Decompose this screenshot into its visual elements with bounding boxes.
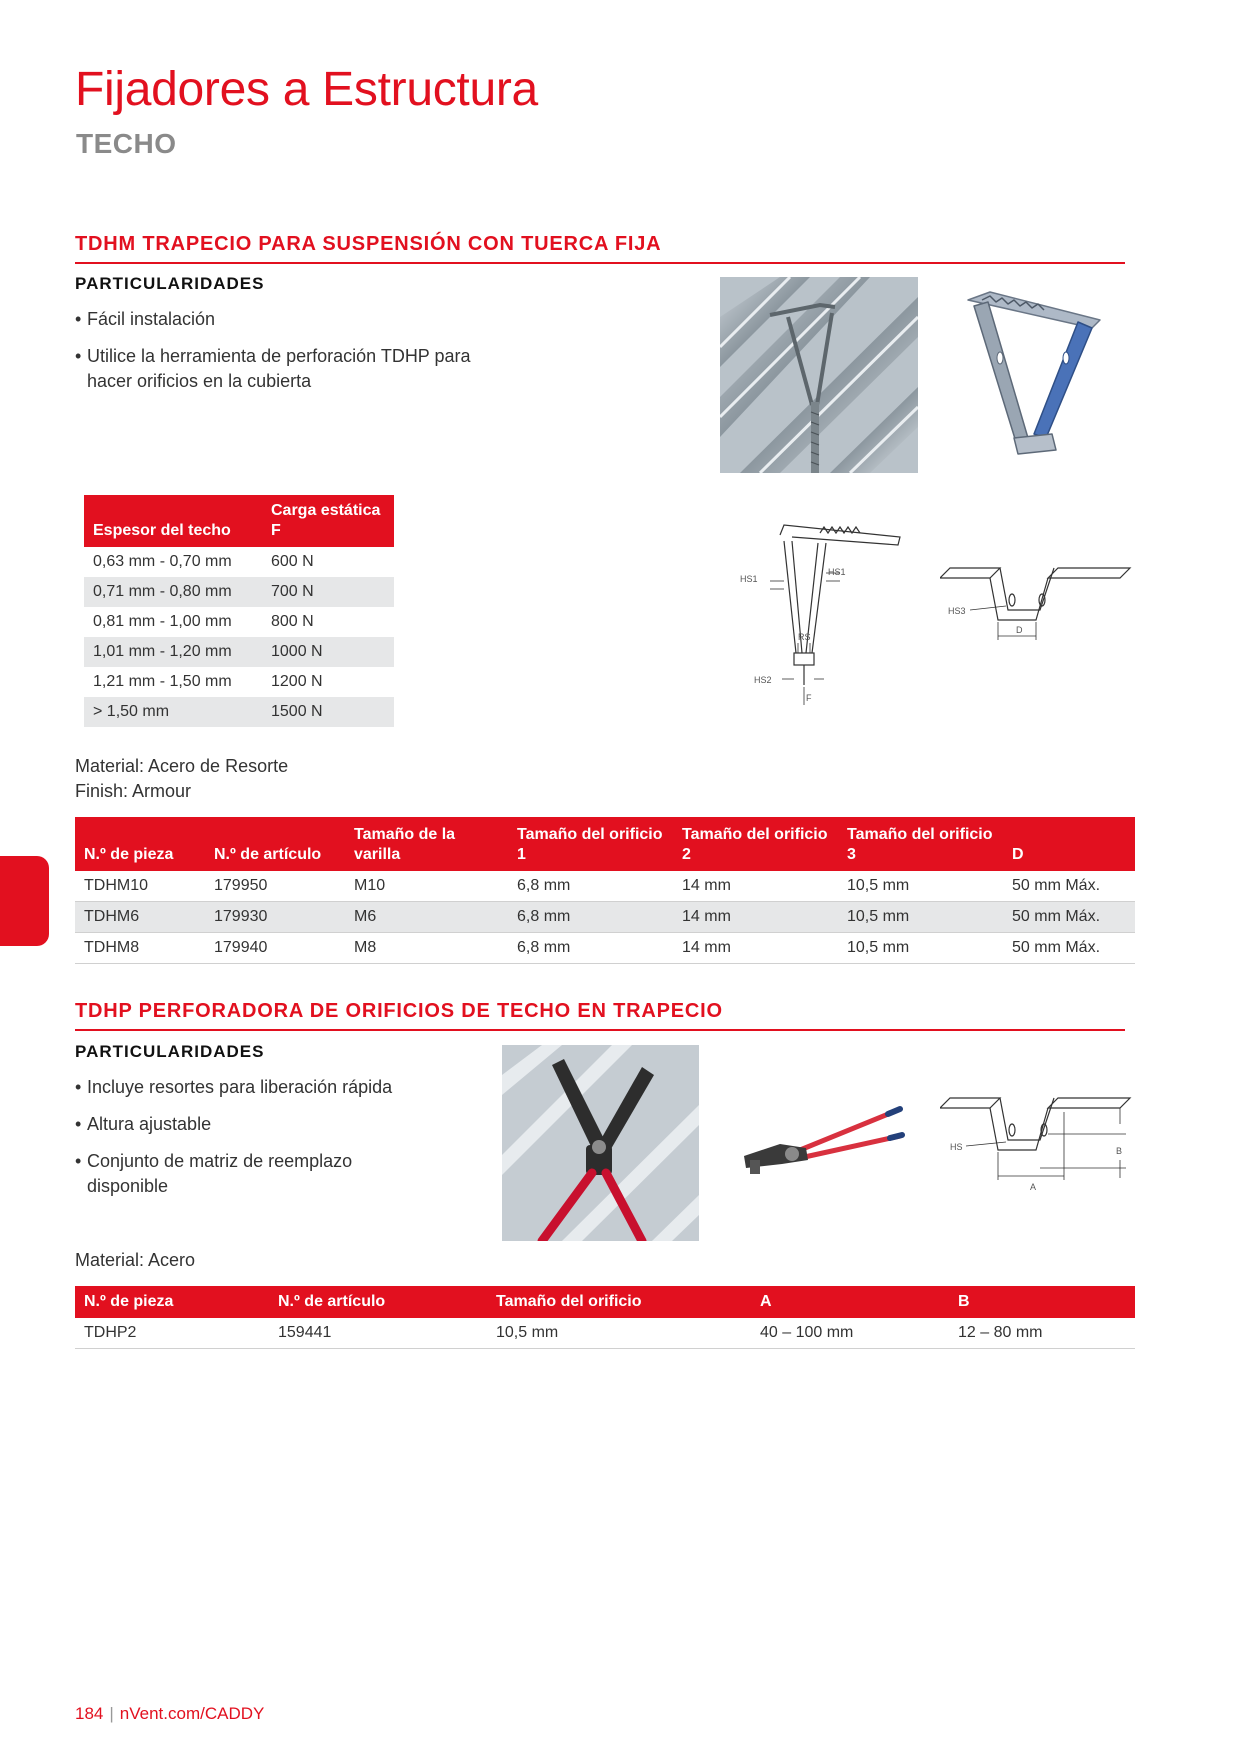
- load-cell: 800 N: [271, 613, 314, 630]
- article-number-cell: 179940: [205, 933, 345, 964]
- thickness-cell: 1,01 mm - 1,20 mm: [84, 637, 262, 667]
- d-cell: 50 mm Máx.: [1003, 933, 1135, 964]
- table-row: [84, 667, 394, 697]
- section2-title: TDHP PERFORADORA DE ORIFICIOS DE TECHO EN TRAPECIO: [75, 1000, 1125, 1031]
- page-title: Fijadores a Estructura: [75, 63, 538, 116]
- label-rs: RS: [798, 632, 811, 642]
- section1-features-heading: PARTICULARIDADES: [75, 274, 265, 293]
- feature-item: • Altura ajustable: [75, 1112, 415, 1137]
- parts-header: Tamaño de la varilla: [345, 817, 508, 871]
- table-row: [75, 1318, 1135, 1349]
- parts-header: N.º de artículo: [269, 1286, 487, 1318]
- d-cell: 50 mm Máx.: [1003, 902, 1135, 933]
- hanger-dimension-drawing: [740, 515, 930, 710]
- thickness-cell: 0,81 mm - 1,00 mm: [93, 613, 232, 630]
- part-number-cell: TDHP2: [75, 1318, 269, 1349]
- section1-material: Material: Acero de Resorte: [75, 756, 289, 776]
- table-row: [84, 697, 394, 727]
- section2-features-heading: PARTICULARIDADES: [75, 1042, 265, 1061]
- hole2-cell: 14 mm: [673, 933, 838, 964]
- thickness-cell: 1,21 mm - 1,50 mm: [93, 673, 232, 690]
- hanger-installed-photo: [720, 277, 918, 473]
- hanger-product-image: [960, 288, 1110, 458]
- page-footer: [75, 1704, 264, 1724]
- hole1-cell: 6,8 mm: [508, 902, 673, 933]
- section1-feature-list: [75, 307, 475, 406]
- rod-size-cell: M8: [345, 933, 508, 964]
- footer-link[interactable]: nVent.com/CADDY: [119, 1704, 265, 1723]
- label-b: B: [1116, 1146, 1123, 1156]
- parts-header: D: [1003, 817, 1135, 871]
- hole-punch-tool-image: [740, 1098, 910, 1188]
- hole3-cell: 10,5 mm: [838, 871, 1003, 902]
- label-hs: HS: [950, 1142, 963, 1152]
- b-cell: 12 – 80 mm: [949, 1318, 1135, 1349]
- label-hs1-left: HS1: [740, 574, 758, 584]
- article-number-cell: 179950: [205, 871, 345, 902]
- parts-header: Tamaño del orificio: [487, 1286, 751, 1318]
- section2-material: Material: Acero: [75, 1250, 196, 1270]
- feature-item: • Utilice la herramienta de perforación TDHP para hacer orificios en la cubierta: [75, 344, 475, 394]
- parts-header: Tamaño del orificio 3: [838, 817, 1003, 871]
- footer-separator: |: [109, 1704, 114, 1723]
- tool-in-use-photo: [502, 1045, 699, 1241]
- part-number-cell: TDHM8: [75, 933, 205, 964]
- table-row: [75, 871, 1135, 902]
- parts-header: N.º de pieza: [75, 1286, 269, 1318]
- parts-header: Tamaño del orificio 2: [673, 817, 838, 871]
- load-cell: 600 N: [271, 553, 314, 570]
- page-subtitle: TECHO: [76, 128, 177, 159]
- hole2-cell: 14 mm: [673, 902, 838, 933]
- label-hs2: HS2: [754, 675, 772, 685]
- tdhm-parts-table: [75, 817, 1135, 964]
- table-row: [75, 902, 1135, 933]
- load-table-header: Espesor del techo: [84, 495, 262, 547]
- load-cell: 1000 N: [262, 637, 394, 667]
- parts-header: N.º de pieza: [75, 817, 205, 871]
- deck-profile-drawing-d: [940, 560, 1135, 660]
- part-number-cell: TDHM6: [75, 902, 205, 933]
- table-row: [75, 933, 1135, 964]
- thickness-cell: 0,63 mm - 0,70 mm: [93, 553, 232, 570]
- section1-finish: Finish: Armour: [75, 781, 192, 801]
- side-section-tab: [0, 856, 49, 946]
- section1-title: TDHM TRAPECIO PARA SUSPENSIÓN CON TUERCA FIJA: [75, 233, 1125, 264]
- feature-item: • Fácil instalación: [75, 307, 475, 332]
- table-row: [84, 577, 394, 607]
- section2-feature-list: [75, 1075, 415, 1211]
- load-cell: 700 N: [262, 577, 394, 607]
- hole2-cell: 14 mm: [673, 871, 838, 902]
- table-row: [84, 637, 394, 667]
- table-row: [84, 607, 394, 637]
- parts-header: Tamaño del orificio 1: [508, 817, 673, 871]
- hole3-cell: 10,5 mm: [838, 902, 1003, 933]
- parts-header: B: [949, 1286, 1135, 1318]
- load-cell: 1200 N: [271, 673, 323, 690]
- label-d: D: [1016, 625, 1023, 635]
- load-table-header: Carga estática F: [262, 495, 394, 547]
- rod-size-cell: M10: [345, 871, 508, 902]
- label-a: A: [1030, 1182, 1037, 1192]
- tdhp-parts-table: [75, 1286, 1135, 1349]
- label-hs1-right: HS1: [828, 567, 846, 577]
- a-cell: 40 – 100 mm: [751, 1318, 949, 1349]
- table-row: [84, 547, 394, 577]
- hole1-cell: 6,8 mm: [508, 933, 673, 964]
- load-table: [84, 495, 394, 727]
- feature-item: • Incluye resortes para liberación rápida: [75, 1075, 415, 1100]
- hole1-cell: 6,8 mm: [508, 871, 673, 902]
- thickness-cell: > 1,50 mm: [84, 697, 262, 727]
- deck-profile-drawing-ab: [940, 1090, 1135, 1205]
- parts-header: A: [751, 1286, 949, 1318]
- thickness-cell: 0,71 mm - 0,80 mm: [84, 577, 262, 607]
- feature-item: • Conjunto de matriz de reemplazo disponible: [75, 1149, 415, 1199]
- label-f: F: [806, 693, 812, 703]
- label-hs3: HS3: [948, 606, 966, 616]
- load-cell: 1500 N: [262, 697, 394, 727]
- part-number-cell: TDHM10: [75, 871, 205, 902]
- hole-size-cell: 10,5 mm: [487, 1318, 751, 1349]
- article-number-cell: 179930: [205, 902, 345, 933]
- rod-size-cell: M6: [345, 902, 508, 933]
- article-number-cell: 159441: [269, 1318, 487, 1349]
- page-number: 184: [75, 1704, 104, 1723]
- d-cell: 50 mm Máx.: [1003, 871, 1135, 902]
- parts-header: N.º de artículo: [205, 817, 345, 871]
- hole3-cell: 10,5 mm: [838, 933, 1003, 964]
